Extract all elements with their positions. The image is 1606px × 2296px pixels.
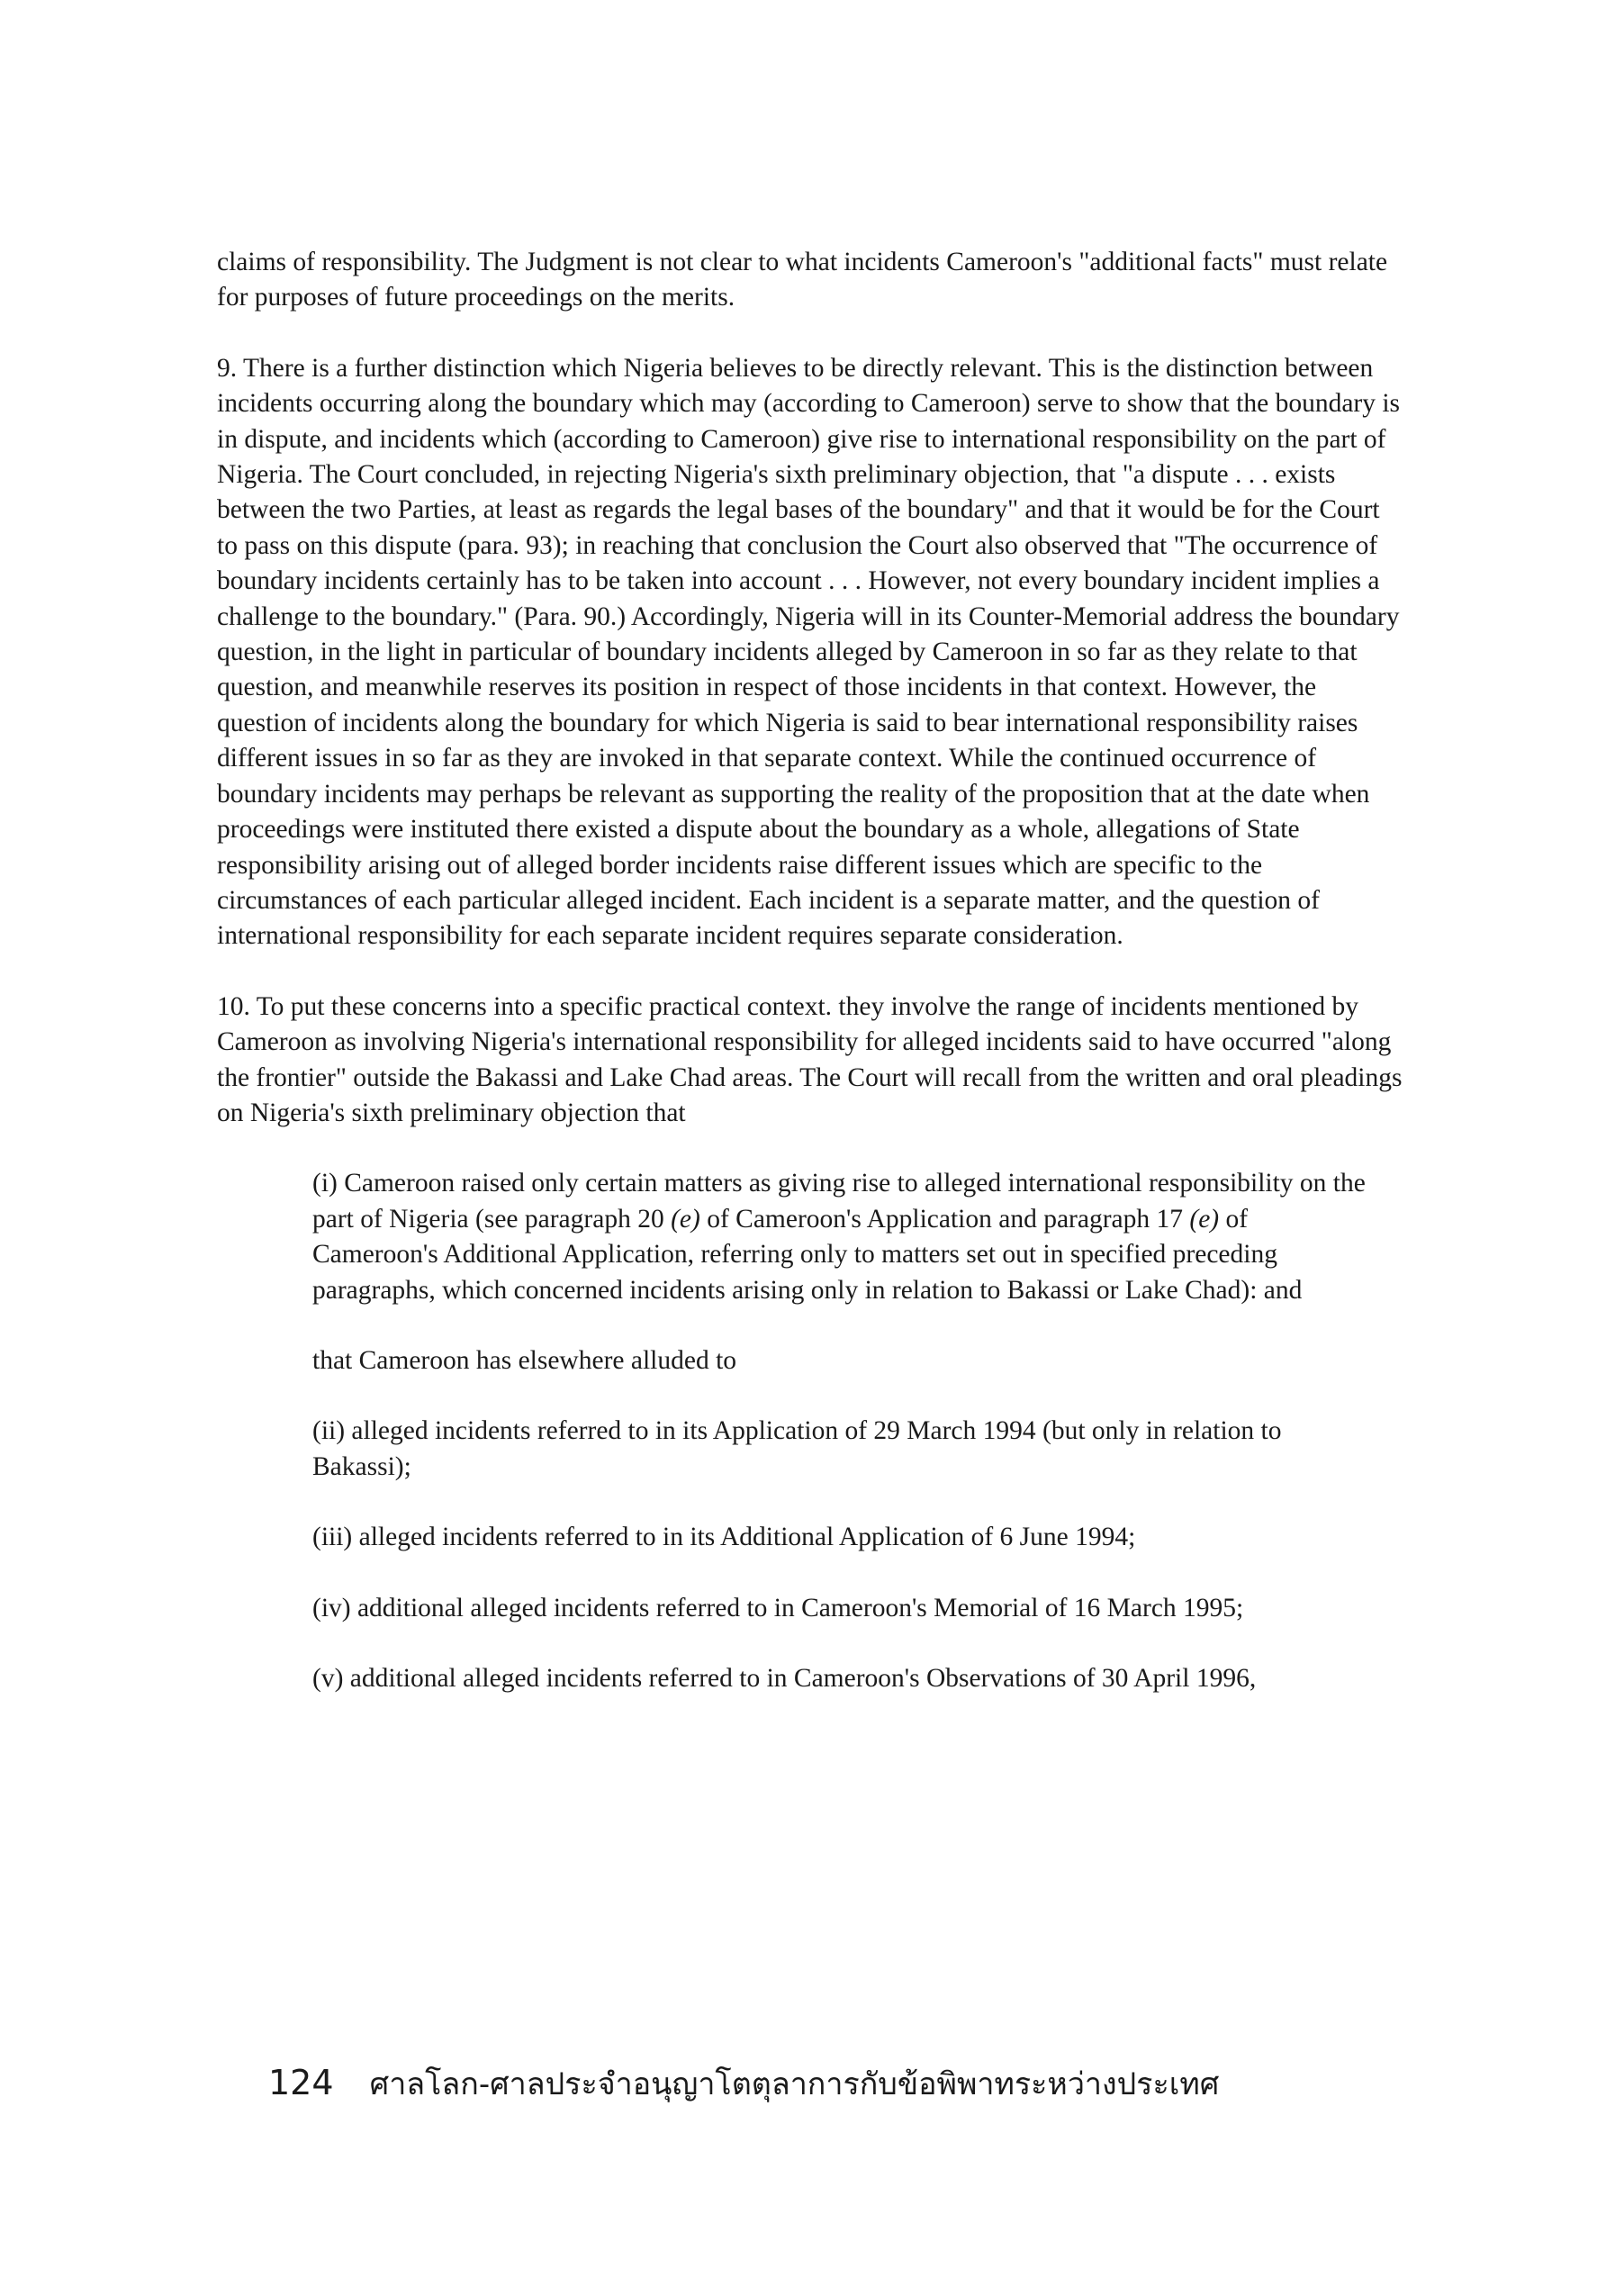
page-footer [268, 2062, 1219, 2105]
list-item-i-text-2: of Cameroon's Application and paragraph 17 [699, 1204, 1190, 1234]
list-item-i-ref-1: (e) [671, 1204, 700, 1234]
list-item-i-ref-2: (e) [1189, 1204, 1220, 1234]
list-item-iv: (iv) additional alleged incidents referred to in Cameroon's Memorial of 16 March 1995; [312, 1593, 1244, 1623]
paragraph-10: 10. To put these concerns into a specific practical context. they involve the range of incidents mentioned by Cameroon as involving Nigeria's international responsibility for alleged incidents said to have occurred "along the frontier" outside the Bakassi and Lake Chad areas. The Court will recall from the written and oral pleadings on Nigeria's sixth preliminary objection that [217, 991, 1403, 1127]
list-item-v: (v) additional alleged incidents referred to in Cameroon's Observations of 30 April 1996, [312, 1664, 1257, 1693]
list-item-i-text-1: (i) Cameroon raised only certain matters as giving rise to alleged international responsibility on the part of Nigeria (see paragraph 20 [312, 1169, 1366, 1234]
list-item-ii: (ii) alleged incidents referred to in its Application of 29 March 1994 (but only in relation to Bakassi); [312, 1416, 1282, 1481]
page-number: 124 [268, 2063, 334, 2102]
list-item-iii: (iii) alleged incidents referred to in its Additional Application of 6 June 1994; [312, 1523, 1136, 1552]
body-text [217, 245, 1403, 1731]
paragraph-9: 9. There is a further distinction which Nigeria believes to be directly relevant. This is the distinction between incidents occurring along the boundary which may (according to Cameroon) serve to show that the boundary is in dispute, and incidents which (according to Cameroon) give rise to international responsibility on the part of Nigeria. The Court concluded, in rejecting Nigeria's sixth preliminary objection, that "a dispute . . . exists between the two Parties, at least as regards the legal bases of the boundary" and that it would be for the Court to pass on this dispute (para. 93); in reaching that conclusion the Court also observed that "The occurrence of boundary incidents certainly has to be taken into account . . . However, not every boundary incident implies a challenge to the boundary." (Para. 90.) Accordingly, Nigeria will in its Counter-Memorial address the boundary question, in the light in particular of boundary incidents alleged by Cameroon in so far as they relate to that question, and meanwhile reserves its position in respect of those incidents in that context. However, the question of incidents along the boundary for which Nigeria is said to bear international responsibility raises different issues in so far as they are invoked in that separate context. While the continued occurrence of boundary incidents may perhaps be relevant as supporting the reality of the proposition that at the date when proceedings were instituted there existed a dispute about the boundary as a whole, allegations of State responsibility arising out of alleged border incidents raise different issues which are specific to the circumstances of each particular alleged incident. Each incident is a separate matter, and the question of international responsibility for each separate incident requires separate consideration. [217, 353, 1401, 951]
list-item-i-text-3: of Cameroon's Additional Application, referring only to matters set out in specified preceding paragraphs, which concerned incidents arising only in relation to Bakassi or Lake Chad): and [312, 1204, 1303, 1305]
paragraph-intro: claims of responsibility. The Judgment is not clear to what incidents Cameroon's "additional facts" must relate for purposes of future proceedings on the merits. [217, 248, 1388, 312]
list-item-i [312, 1166, 1367, 1308]
connector-text: that Cameroon has elsewhere alluded to [312, 1345, 737, 1375]
book-title: ศาลโลก-ศาลประจำอนุญาโตตุลาการกับข้อพิพาทระหว่างประเทศ [369, 2066, 1220, 2102]
